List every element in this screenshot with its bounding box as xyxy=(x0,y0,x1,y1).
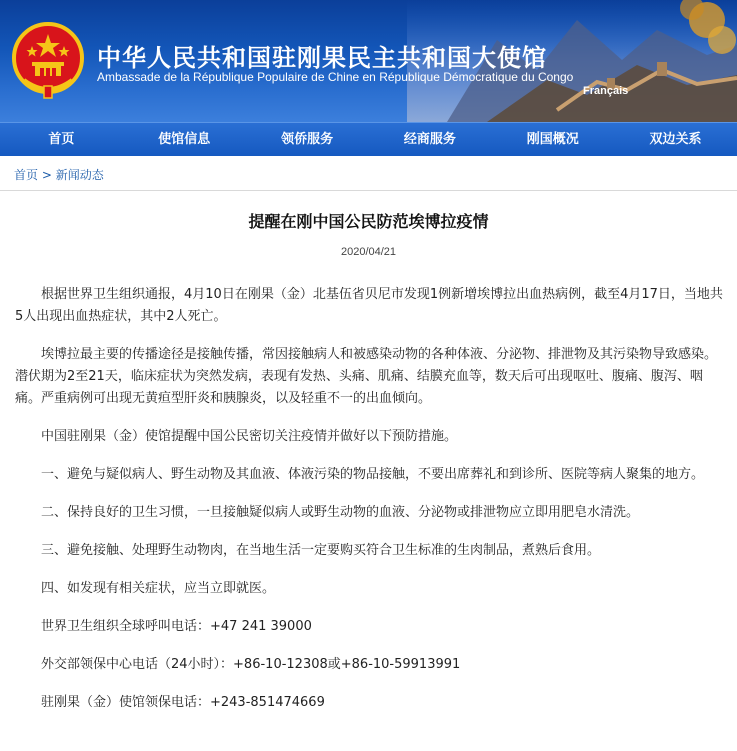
national-emblem-icon xyxy=(10,20,86,100)
article-paragraph: 根据世界卫生组织通报，4月10日在刚果（金）北基伍省贝尼市发现1例新增埃博拉出血热病例，截至4月17日，当地共5人出现出血热症状，其中2人死亡。 xyxy=(15,287,723,324)
main-navigation xyxy=(0,122,737,156)
embassy-consular-hotline: 驻刚果（金）使馆领保电话：+243-851474669 xyxy=(41,695,325,710)
article-paragraph: 二、保持良好的卫生习惯，一旦接触疑似病人或野生动物的血液、分泌物或排泄物应立即用肥皂水清洗。 xyxy=(41,505,640,520)
article-paragraph: 四、如发现有相关症状，应当立即就医。 xyxy=(41,581,276,596)
breadcrumb xyxy=(0,156,737,184)
nav-item-home[interactable]: 首页 xyxy=(48,132,75,147)
nav-item-country-overview[interactable]: 刚国概况 xyxy=(526,132,579,147)
language-switch-link[interactable]: Français xyxy=(583,85,629,97)
breadcrumb-home-link[interactable]: 首页 xyxy=(14,168,39,182)
site-banner xyxy=(0,0,737,122)
mfa-consular-hotline: 外交部领保中心电话（24小时）：+86-10-12308或+86-10-59913991 xyxy=(41,657,461,672)
who-hotline: 世界卫生组织全球呼叫电话：+47 241 39000 xyxy=(41,619,312,634)
breadcrumb-divider xyxy=(0,190,737,191)
article-paragraph: 一、避免与疑似病人、野生动物及其血液、体液污染的物品接触，不要出席葬礼和到诊所、医院等病人聚集的地方。 xyxy=(41,467,705,482)
embassy-title-chinese: 中华人民共和国驻刚果民主共和国大使馆 xyxy=(97,44,547,72)
breadcrumb-separator: > xyxy=(41,168,52,182)
article-paragraph: 中国驻刚果（金）使馆提醒中国公民密切关注疫情并做好以下预防措施。 xyxy=(41,429,458,444)
breadcrumb-current-link[interactable]: 新闻动态 xyxy=(55,168,104,182)
nav-item-consular-services[interactable]: 领侨服务 xyxy=(281,132,334,147)
article-paragraph: 三、避免接触、处理野生动物肉，在当地生活一定要购买符合卫生标准的生肉制品，煮熟后食用。 xyxy=(41,543,601,558)
article-body xyxy=(0,284,737,714)
nav-item-bilateral-relations[interactable]: 双边关系 xyxy=(649,132,702,147)
article-paragraph: 埃博拉最主要的传播途径是接触传播，常因接触病人和被感染动物的各种体液、分泌物、排泄物及其污染物导致感染。潜伏期为2至21天，临床症状为突然发病，表现有发热、头痛、肌痛、结膜充血等，数天后可出现呕吐、腹痛、腹泻、咽痛。严重病例可出现无黄疸型肝炎和胰腺炎，以及轻重不一的出血倾向。 xyxy=(15,347,718,406)
nav-item-embassy-info[interactable]: 使馆信息 xyxy=(158,132,211,147)
embassy-title-french: Ambassade de la République Populaire de Chine en République Démocratique du Congo xyxy=(97,70,574,84)
article-title: 提醒在刚中国公民防范埃博拉疫情 xyxy=(248,212,489,231)
nav-item-business-services[interactable]: 经商服务 xyxy=(403,132,456,147)
article-date: 2020/04/21 xyxy=(340,246,397,258)
